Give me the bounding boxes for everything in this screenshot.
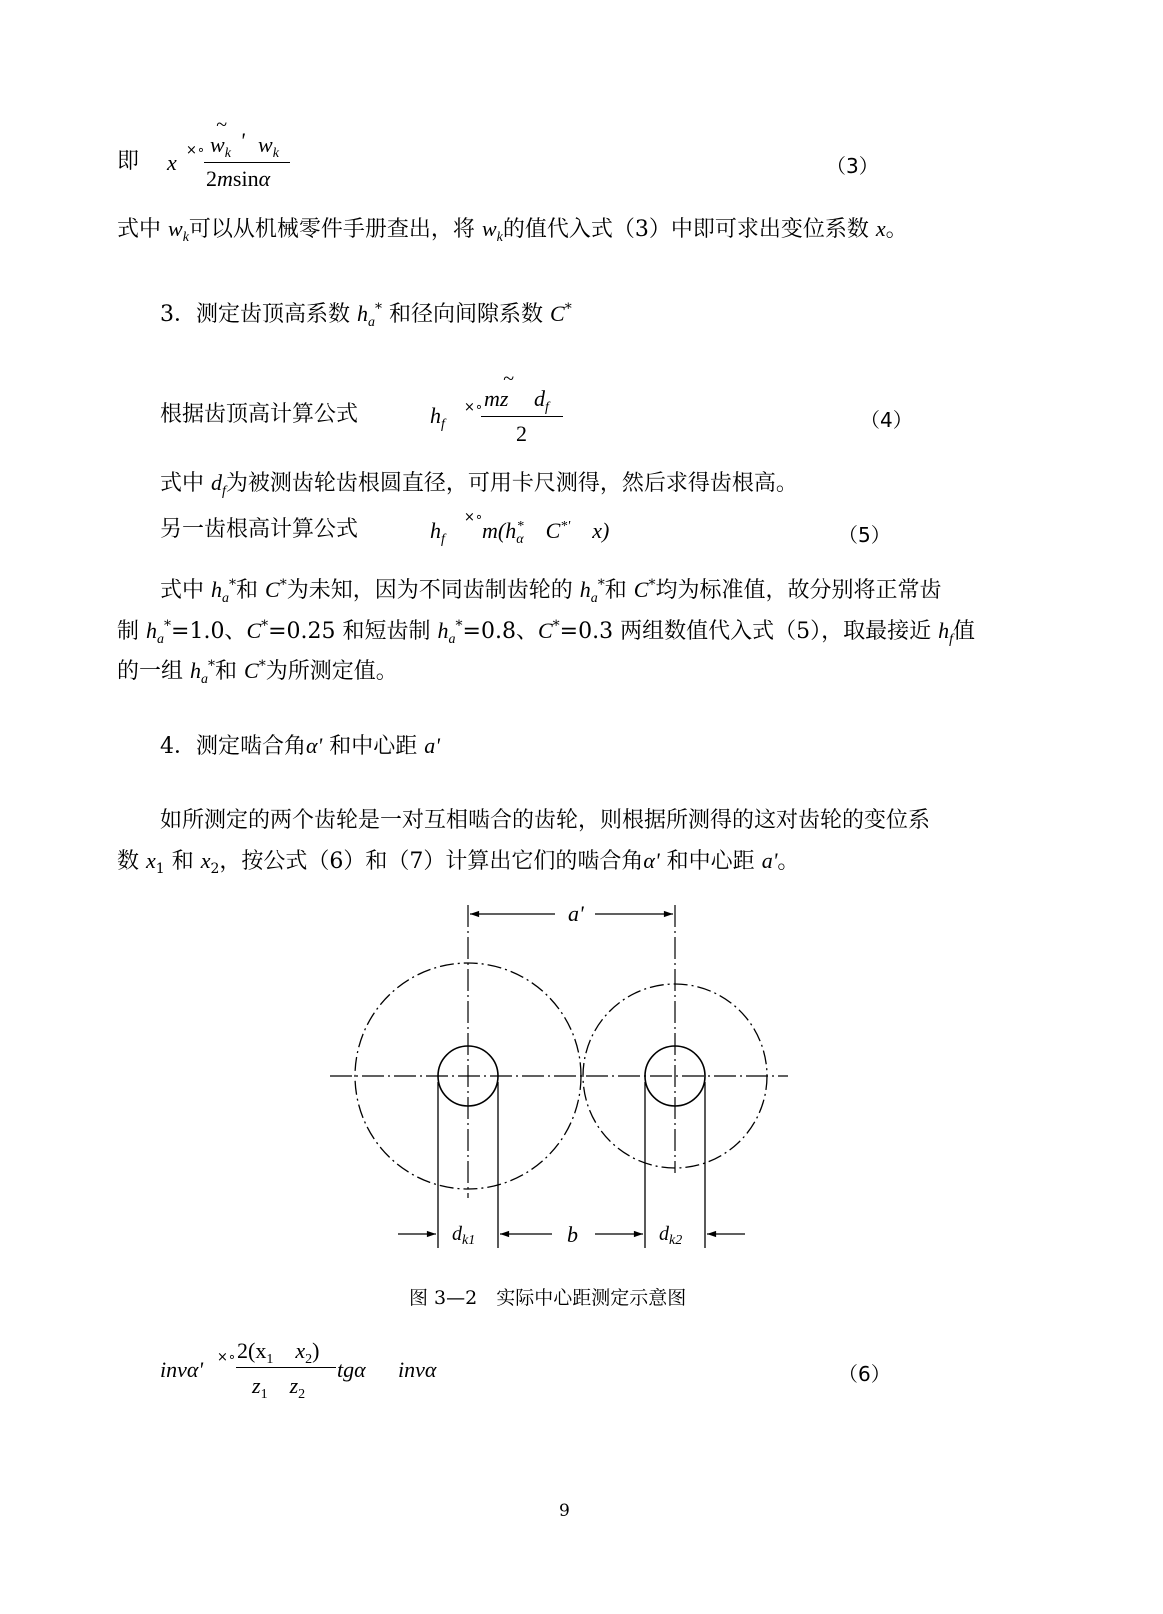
eq3-numerator: $w_k$ [210,132,231,161]
center-distance-figure [300,890,820,1270]
figure-caption: 图 3—2 实际中心距测定示意图 [409,1287,687,1309]
label-a-prime: a' [568,901,584,926]
section4-heading: 4．测定啮合角α' 和中心距 a' [160,733,440,759]
eq3-fraction-line [204,162,290,163]
label-dk1: $d_{k1}$ [452,1223,476,1248]
eq6-fraction-line [236,1367,336,1368]
eq4-lead: 根据齿顶高计算公式 [160,402,359,427]
eq4-numerator-mz: mz [484,386,509,411]
eq3-tilde: ~ [216,114,227,136]
section3-heading: 3．测定齿顶高系数 $h_a^*$ 和径向间隙系数 C* [160,301,572,330]
eq3-prime: ' [240,128,245,153]
para-line-1: 式中 $h_a^*$和 C*为未知，因为不同齿制齿轮的 $h_a^*$和 C*均为标准值，故分别将正常齿 [160,577,942,606]
eq6-tg: tgα [337,1357,366,1382]
eq4-tilde: ~ [503,368,514,390]
eq3-numerator-w2: $w_k$ [258,132,279,161]
para-line-3: 的一组 $h_a^*$和 C*为所测定值。 [117,658,398,687]
eq4-fraction-line [481,416,563,417]
eq4-denominator: 2 [516,421,527,446]
eq6-inv: invα [398,1357,437,1382]
eq3-equals-glyph: ×∘ [186,143,206,158]
eq6-equals-glyph: ×∘ [217,1350,237,1365]
eq6-denominator: $z_1$ $z_2$ [252,1373,306,1402]
eq4-lhs: $h_f$ [430,403,445,432]
eq3-denominator: 2msinα [206,166,271,191]
label-dk2: $d_{k2}$ [659,1223,683,1248]
eq4-number: （4） [860,408,913,432]
eq3-lhs-x: x [167,150,177,175]
eq4-equals-glyph: ×∘ [464,400,484,415]
eq5-lhs: $h_f$ [430,518,445,547]
para-line-2: 制 $h_a^*=1.0$、C*=0.25 和短齿制 $h_a^*=0.8$、C*=0.3 两组数值代入式（5），取最接近 $h_f$值 [117,618,975,647]
eq6-numerator: $2(x_1$ $x_2$) [237,1338,320,1367]
eq3-number: （3） [826,154,879,178]
line-wk: 式中 $w_k$可以从机械零件手册查出，将 $w_k$的值代入式（3）中即可求出变位系数 x。 [117,216,908,245]
eq6-lhs: invα' [160,1357,204,1382]
eq3-lead: 即 [117,149,140,174]
eq4-numerator-df: $d_f$ [534,386,549,415]
eq5-lead: 另一齿根高计算公式 [160,517,359,542]
eq5-number: （5） [838,523,891,547]
para2-line-1: 如所测定的两个齿轮是一对互相啮合的齿轮，则根据所测得的这对齿轮的变位系 [160,808,931,833]
para2-line-2: 数 $x_1$ 和 $x_2$，按公式（6）和（7）计算出它们的啮合角α' 和中心距 a'。 [117,848,800,877]
eq5-equals-glyph: ×∘ [464,510,484,525]
page-number: 9 [559,1501,570,1521]
label-b: b [567,1222,578,1247]
eq6-number: （6） [838,1362,891,1386]
line-df: 式中 $d_f$为被测齿轮齿根圆直径，可用卡尺测得，然后求得齿根高。 [160,470,798,499]
eq5-rhs: $m(h_\alpha^*$ C*' x) [482,518,610,547]
